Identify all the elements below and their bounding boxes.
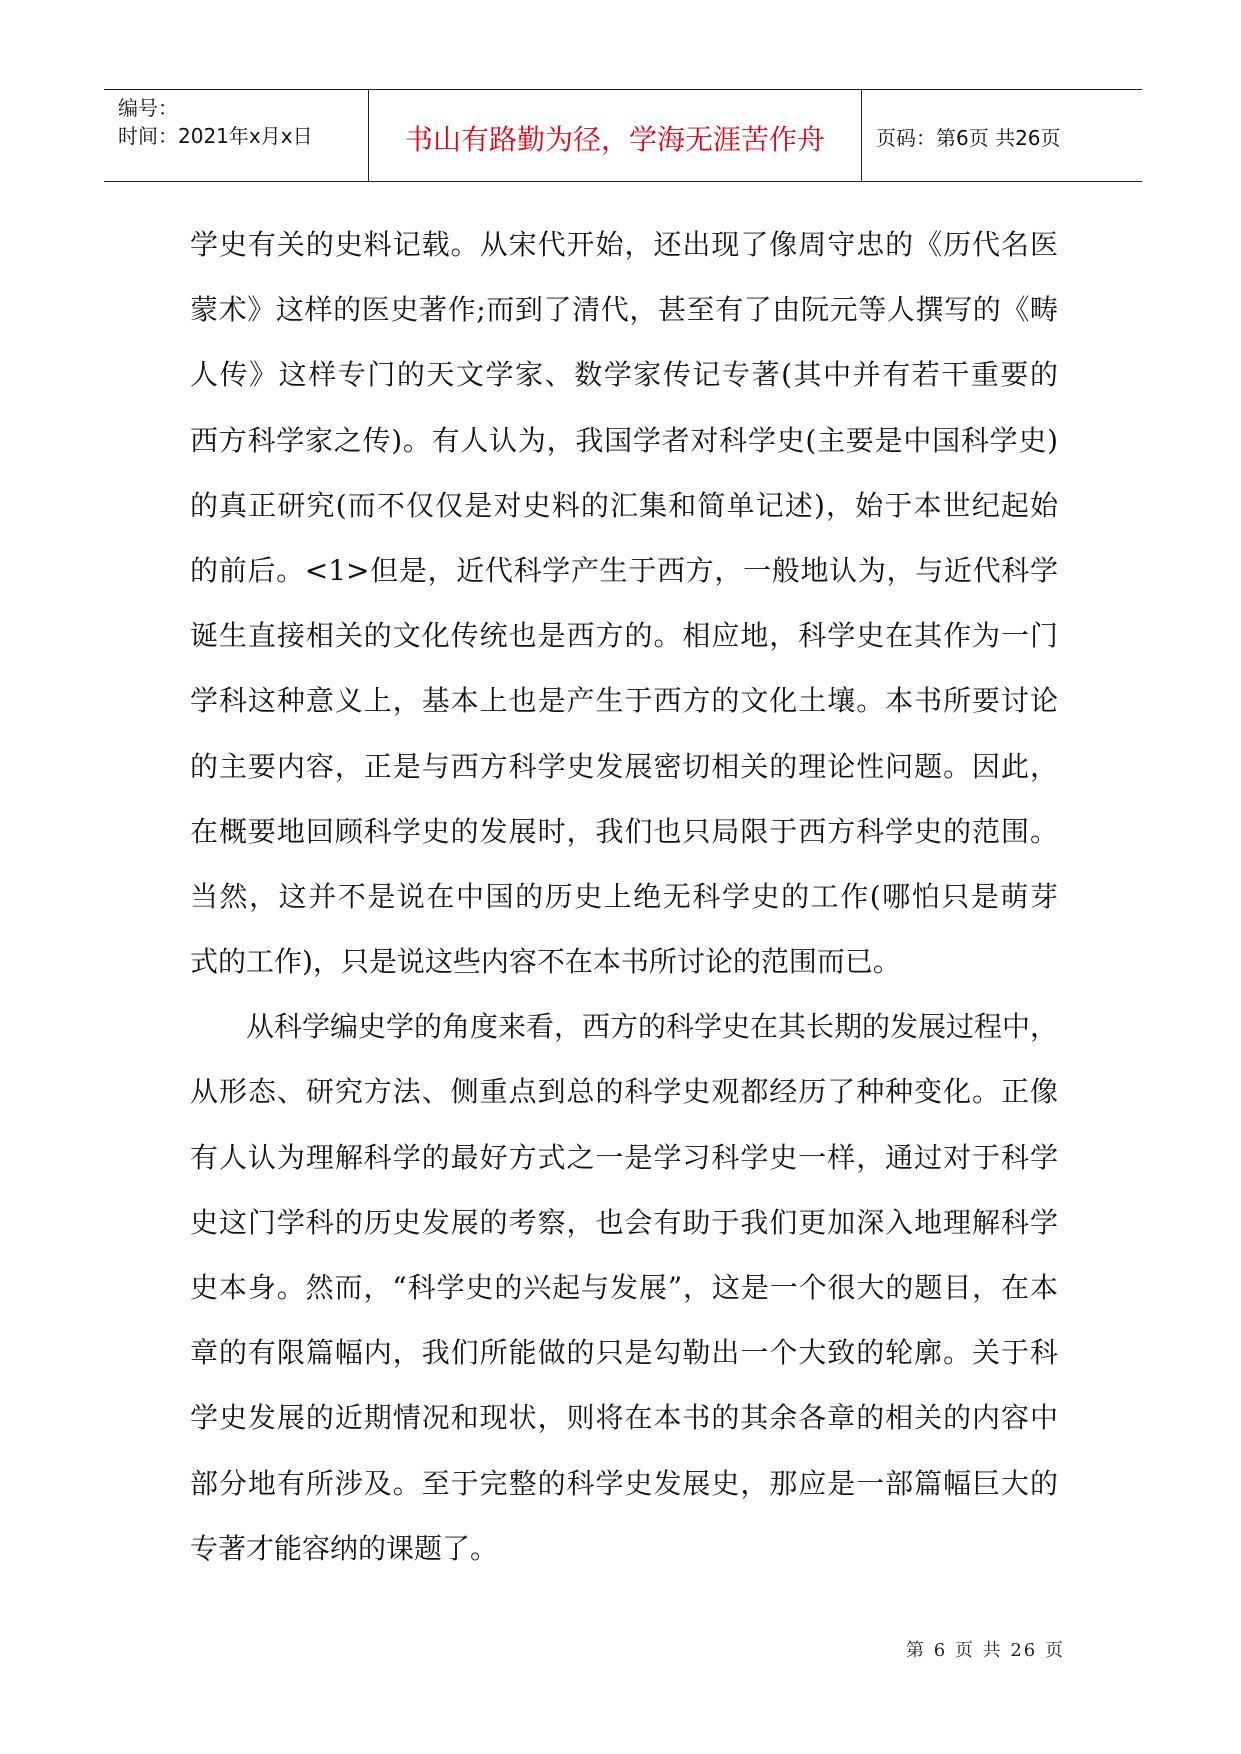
text-line: 的前后。<1>但是，近代科学产生于西方，一般地认为，与近代科学 bbox=[190, 553, 1058, 587]
number-label: 编号： bbox=[118, 96, 178, 120]
text-line: 专著才能容纳的课题了。 bbox=[190, 1531, 499, 1565]
text-line: 学史发展的近期情况和现状，则将在本书的其余各章的相关的内容中 bbox=[190, 1401, 1058, 1435]
paragraph-1 bbox=[190, 212, 1058, 994]
header-page-info: 页码：第6页 共26页 bbox=[876, 126, 1061, 150]
header-divider bbox=[368, 90, 369, 181]
text-line: 章的有限篇幅内，我们所能做的只是勾勒出一个大致的轮廓。关于科 bbox=[190, 1336, 1058, 1370]
text-line: 蒙术》这样的医史著作;而到了清代，甚至有了由阮元等人撰写的《畴 bbox=[190, 293, 1058, 327]
text-line: 的主要内容，正是与西方科学史发展密切相关的理论性问题。因此， bbox=[190, 749, 1058, 783]
header-meta bbox=[118, 94, 313, 150]
page-footer: 第 6 页 共 26 页 bbox=[906, 1640, 1065, 1661]
text-line: 在概要地回顾科学史的发展时，我们也只局限于西方科学史的范围。 bbox=[190, 814, 1058, 848]
text-line: 西方科学家之传)。有人认为，我国学者对科学史(主要是中国科学史) bbox=[190, 423, 1058, 457]
header-motto: 书山有路勤为径，学海无涯苦作舟 bbox=[404, 123, 825, 156]
text-line: 从形态、研究方法、侧重点到总的科学史观都经历了种种变化。正像 bbox=[190, 1075, 1058, 1109]
text-line: 学科这种意义上，基本上也是产生于西方的文化土壤。本书所要讨论 bbox=[190, 684, 1058, 718]
time-label: 时间：2021年x月x日 bbox=[118, 124, 313, 148]
text-line: 式的工作)，只是说这些内容不在本书所讨论的范围而已。 bbox=[190, 945, 901, 979]
text-line: 史本身。然而，“科学史的兴起与发展”，这是一个很大的题目，在本 bbox=[190, 1271, 1058, 1304]
text-line: 史这门学科的历史发展的考察，也会有助于我们更加深入地理解科学 bbox=[190, 1205, 1058, 1239]
body-text bbox=[190, 212, 1058, 1581]
header-divider bbox=[861, 90, 862, 181]
text-line: 有人认为理解科学的最好方式之一是学习科学史一样，通过对于科学 bbox=[190, 1140, 1058, 1174]
text-line: 学史有关的史料记载。从宋代开始，还出现了像周守忠的《历代名医 bbox=[190, 228, 1058, 261]
text-line: 从科学编史学的角度来看，西方的科学史在其长期的发展过程中， bbox=[246, 1010, 1059, 1044]
text-line: 诞生直接相关的文化传统也是西方的。相应地，科学史在其作为一门 bbox=[190, 619, 1058, 653]
text-line: 当然，这并不是说在中国的历史上绝无科学史的工作(哪怕只是萌芽 bbox=[190, 879, 1058, 913]
text-line: 部分地有所涉及。至于完整的科学史发展史，那应是一部篇幅巨大的 bbox=[190, 1466, 1058, 1500]
text-line: 的真正研究(而不仅仅是对史料的汇集和简单记述)，始于本世纪起始 bbox=[190, 488, 1058, 522]
page-header bbox=[104, 89, 1142, 182]
paragraph-2 bbox=[190, 994, 1058, 1581]
text-line: 人传》这样专门的天文学家、数学家传记专著(其中并有若干重要的 bbox=[190, 358, 1058, 392]
